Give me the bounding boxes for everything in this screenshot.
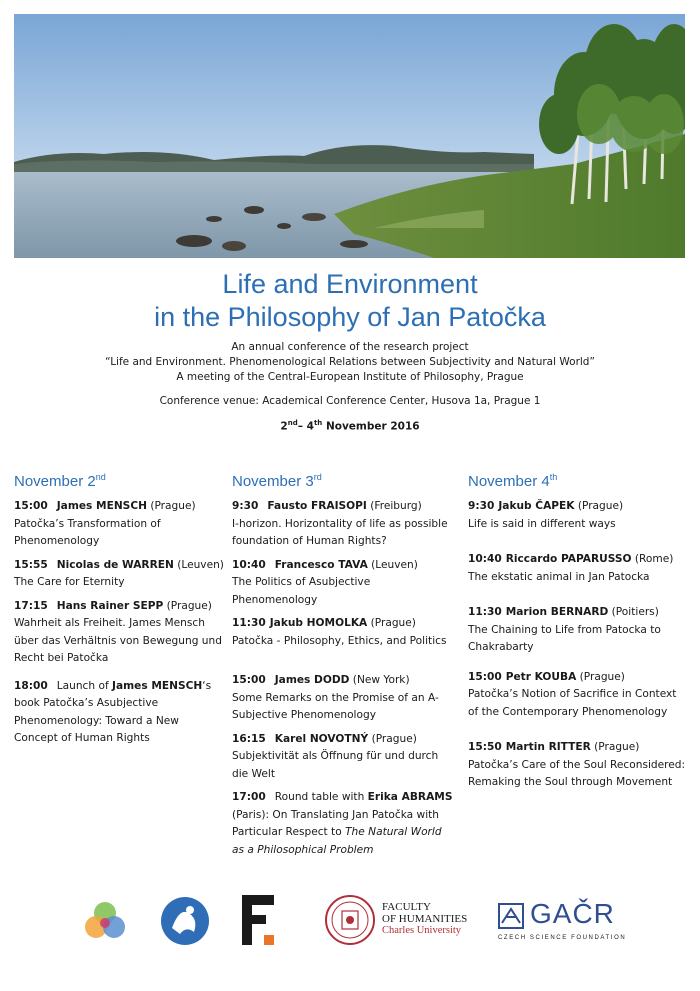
speaker-name: Martin RITTER bbox=[505, 741, 591, 753]
speaker-name: Jakub HOMOLKA bbox=[269, 617, 368, 629]
speaker-place: (Freiburg) bbox=[366, 500, 422, 512]
schedule-item bbox=[468, 604, 686, 657]
speaker-name: Riccardo PAPARUSSO bbox=[505, 553, 632, 565]
day-suffix: nd bbox=[95, 472, 106, 482]
day-heading bbox=[14, 472, 226, 490]
talk-time: 9:30 bbox=[232, 500, 259, 512]
day-label: November 2 bbox=[14, 473, 96, 490]
talk-title: Wahrheit als Freiheit. James Mensch über das Verhältnis von Bewegung und Recht bei Patočka bbox=[14, 617, 222, 664]
schedule-item bbox=[232, 672, 454, 725]
date-start: 2 bbox=[280, 420, 288, 433]
talk-title: Life is said in different ways bbox=[468, 517, 616, 530]
speaker-place: (Prague) bbox=[574, 500, 624, 512]
talk-title: book Patočka’s Asubjective Phenomenology: Toward a New Concept of Human Rights bbox=[14, 697, 179, 744]
speaker-place: (Prague) bbox=[368, 732, 417, 745]
speaker-place: ‘s bbox=[202, 679, 212, 692]
blue-circle-figure-logo bbox=[160, 896, 210, 950]
speaker-place: (Prague) bbox=[367, 617, 416, 629]
talk-title: Some Remarks on the Promise of an A-Subjective Phenomenology bbox=[232, 691, 439, 721]
talk-title: Subjektivität als Öffnung für und durch die Welt bbox=[232, 750, 439, 780]
triangle-flower-logo bbox=[82, 897, 128, 947]
faculty-line3: Charles University bbox=[382, 925, 462, 936]
speaker-place: (Leuven) bbox=[367, 558, 418, 571]
book-title: The Natural World as a Philosophical Problem bbox=[232, 826, 442, 856]
title-block bbox=[0, 268, 700, 433]
speaker-place: (Prague) bbox=[576, 670, 625, 683]
schedule-item bbox=[14, 498, 226, 551]
date-dash-end: – 4 bbox=[297, 420, 314, 433]
talk-prefix: Round table with bbox=[274, 791, 368, 803]
speaker-name: James MENSCH bbox=[56, 500, 147, 512]
talk-time: 10:40 bbox=[232, 558, 266, 571]
talk-time: 15:00 bbox=[232, 674, 266, 686]
conference-dates bbox=[0, 419, 700, 433]
conference-subtitle bbox=[0, 340, 700, 385]
day-column-nov2 bbox=[14, 472, 226, 754]
subtitle-line: An annual conference of the research project bbox=[231, 341, 469, 353]
talk-time: 17:15 bbox=[14, 599, 48, 612]
talk-time: 15:50 bbox=[468, 741, 502, 753]
speaker-name: Hans Rainer SEPP bbox=[56, 599, 164, 612]
sponsor-logos bbox=[0, 893, 700, 953]
talk-title: The Chaining to Life from Patocka to Chakrabarty bbox=[468, 623, 661, 653]
schedule-item bbox=[232, 615, 454, 650]
f-letter-logo bbox=[240, 895, 280, 945]
speaker-name: Marion BERNARD bbox=[505, 606, 609, 618]
gacr-name: GAČR bbox=[530, 898, 615, 929]
speaker-place: (Prague) bbox=[590, 741, 640, 753]
date-start-suffix: nd bbox=[287, 419, 298, 427]
date-month-year: November 2016 bbox=[322, 420, 420, 433]
speaker-name: James MENSCH bbox=[112, 679, 203, 692]
speaker-place: (Poitiers) bbox=[608, 606, 659, 618]
speaker-place: (Prague) bbox=[163, 599, 212, 612]
charles-university-seal-icon bbox=[325, 895, 375, 945]
talk-title: Patočka - Philosophy, Ethics, and Politics bbox=[232, 634, 447, 647]
day-suffix: th bbox=[549, 472, 558, 482]
speaker-name: Francesco TAVA bbox=[274, 558, 368, 571]
subtitle-line: A meeting of the Central-European Institute of Philosophy, Prague bbox=[176, 371, 524, 383]
talk-time: 9:30 bbox=[468, 500, 495, 512]
talk-time: 10:40 bbox=[468, 553, 502, 565]
lake-landscape-photo bbox=[14, 14, 685, 258]
talk-prefix: Launch of bbox=[56, 679, 113, 692]
speaker-name: Jakub ČAPEK bbox=[498, 500, 575, 512]
schedule-item bbox=[14, 557, 226, 592]
talk-time: 15:00 bbox=[468, 670, 502, 683]
conference-title-line1: Life and Environment bbox=[222, 269, 478, 299]
talk-time: 15:55 bbox=[14, 558, 48, 571]
schedule-item bbox=[232, 731, 454, 784]
schedule-item bbox=[468, 498, 686, 533]
speaker-name: Petr KOUBA bbox=[505, 670, 577, 683]
day-suffix: rd bbox=[313, 472, 322, 482]
day-label: November 4 bbox=[468, 473, 550, 490]
date-end-suffix: th bbox=[313, 419, 323, 427]
gacr-subtitle: CZECH SCIENCE FOUNDATION bbox=[498, 935, 627, 941]
schedule-item bbox=[232, 557, 454, 610]
speaker-place: (Rome) bbox=[631, 553, 674, 565]
speaker-name: Nicolas de WARREN bbox=[56, 558, 174, 571]
schedule-item bbox=[232, 789, 454, 859]
lake-landscape-image bbox=[14, 14, 685, 258]
talk-title: The Politics of Asubjective Phenomenology bbox=[232, 576, 371, 606]
talk-title: I-horizon. Horizontality of life as possible foundation of Human Rights? bbox=[232, 517, 448, 547]
talk-time: 15:00 bbox=[14, 500, 48, 512]
talk-title: Patočka’s Care of the Soul Reconsidered: Remaking the Soul through Movement bbox=[468, 758, 686, 788]
schedule-item bbox=[14, 678, 226, 748]
speaker-name: James DODD bbox=[274, 674, 350, 686]
talk-title: The ekstatic animal in Jan Patocka bbox=[468, 570, 650, 583]
talk-title: Patočka’s Transformation of Phenomenology bbox=[14, 517, 161, 547]
talk-title: The Care for Eternity bbox=[14, 576, 125, 588]
schedule-item bbox=[468, 551, 686, 586]
talk-time: 16:15 bbox=[232, 732, 266, 745]
faculty-line2: OF HUMANITIES bbox=[382, 913, 468, 925]
talk-title: Patočka’s Notion of Sacrifice in Context of the Contemporary Phenomenology bbox=[468, 688, 677, 718]
subtitle-line: “Life and Environment. Phenomenological Relations between Subjectivity and Natural World” bbox=[105, 356, 595, 368]
schedule-item bbox=[468, 739, 686, 792]
talk-time: 18:00 bbox=[14, 679, 48, 692]
conference-venue: Conference venue: Academical Conference Center, Husova 1a, Prague 1 bbox=[159, 395, 541, 407]
speaker-name: Erika ABRAMS bbox=[367, 791, 453, 803]
speaker-place: (Paris): On Translating Jan Patočka with Particular Respect to bbox=[232, 808, 440, 838]
schedule-item bbox=[232, 498, 454, 551]
schedule-item bbox=[468, 669, 686, 722]
day-column-nov4 bbox=[468, 472, 686, 798]
day-heading bbox=[232, 472, 454, 490]
speaker-place: (Prague) bbox=[146, 500, 196, 512]
faculty-line1: FACULTY bbox=[382, 901, 431, 913]
speaker-place: (Leuven) bbox=[173, 558, 224, 571]
faculty-of-humanities-logo bbox=[325, 895, 485, 947]
day-heading bbox=[468, 472, 686, 490]
speaker-name: Karel NOVOTNÝ bbox=[274, 732, 369, 745]
schedule-item bbox=[14, 598, 226, 668]
gacr-logo bbox=[498, 899, 628, 947]
speaker-place: (New York) bbox=[349, 674, 410, 686]
day-column-nov3 bbox=[232, 472, 454, 865]
talk-time: 17:00 bbox=[232, 791, 266, 803]
day-label: November 3 bbox=[232, 473, 314, 490]
gacr-emblem-icon bbox=[498, 903, 524, 929]
talk-time: 11:30 bbox=[468, 606, 502, 618]
conference-title-line2: in the Philosophy of Jan Patočka bbox=[154, 302, 546, 332]
talk-time: 11:30 bbox=[232, 617, 266, 629]
speaker-name: Fausto FRAISOPI bbox=[267, 500, 367, 512]
